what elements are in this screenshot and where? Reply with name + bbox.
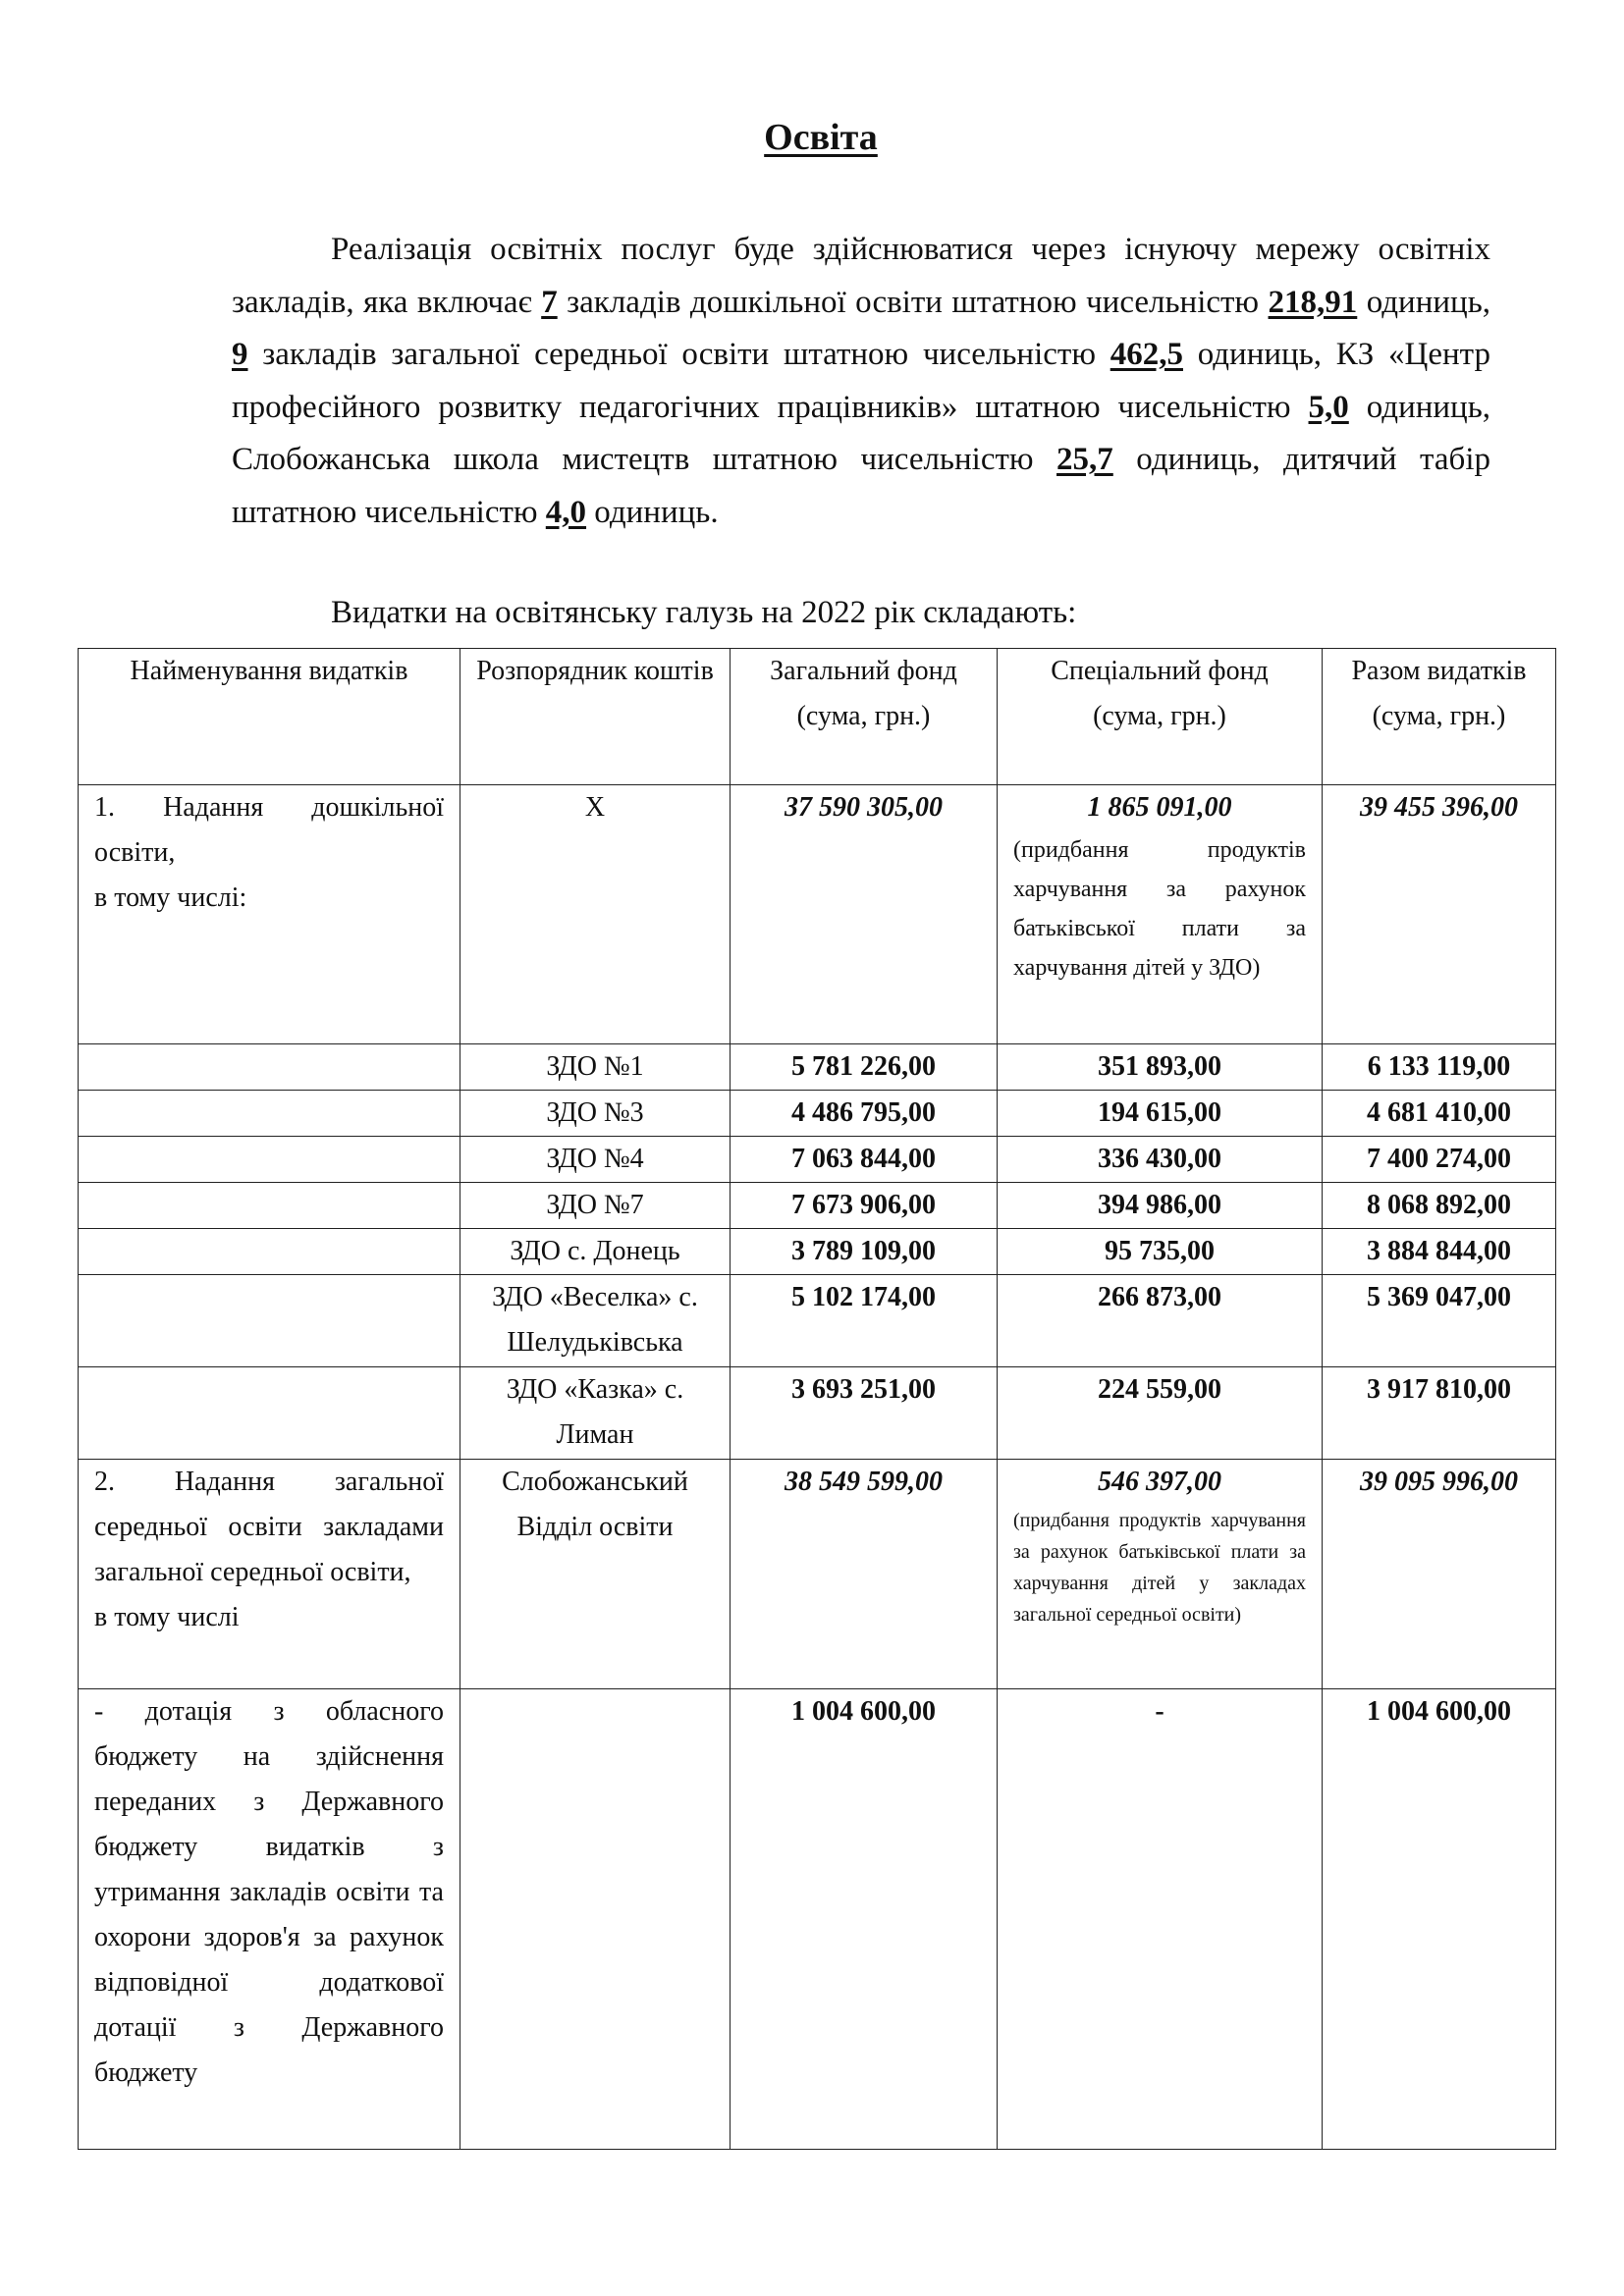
row-total: 8 068 892,00 <box>1323 1183 1556 1229</box>
table-row <box>79 1183 1556 1229</box>
row-general: 5 102 174,00 <box>731 1275 998 1367</box>
row-name <box>79 1091 460 1137</box>
header-total: Разом видатків (сума, грн.) <box>1323 649 1556 785</box>
row-general: 5 781 226,00 <box>731 1044 998 1091</box>
intro-number: 218,91 <box>1268 284 1358 320</box>
intro-text: Реалізація освітніх послуг буде здійснюватися через існуючу мережу освітніх закладів, яка включає <box>232 232 1490 320</box>
row-manager <box>460 1689 731 2150</box>
table-row <box>79 1137 1556 1183</box>
row-general: 1 004 600,00 <box>731 1689 998 2150</box>
intro-text: закладів дошкільної освіти штатною чисельністю <box>557 284 1269 320</box>
page-title: Освіта <box>764 117 878 158</box>
row-general: 37 590 305,00 <box>731 785 998 1044</box>
row-manager: ЗДО «Казка» с. Лиман <box>460 1367 731 1460</box>
row-special: - <box>998 1689 1323 2150</box>
row-name-suffix: в тому числі: <box>94 882 247 913</box>
intro-number: 7 <box>541 284 558 320</box>
header-name: Найменування видатків <box>79 649 460 785</box>
row-special-cell <box>998 785 1323 1044</box>
row-special: 95 735,00 <box>998 1229 1323 1275</box>
row-special: 266 873,00 <box>998 1275 1323 1367</box>
row-special: 546 397,00 <box>1098 1467 1221 1497</box>
row-name-cell <box>79 785 460 1044</box>
intro-paragraph <box>232 224 1490 539</box>
row-special-note: (придбання продуктів харчування за рахунок батьківської плати за харчування дітей у ЗДО) <box>1013 837 1306 981</box>
row-special: 224 559,00 <box>998 1367 1323 1460</box>
table-caption: Видатки на освітянську галузь на 2022 рік складають: <box>331 595 1077 630</box>
row-total: 1 004 600,00 <box>1323 1689 1556 2150</box>
row-manager: ЗДО №3 <box>460 1091 731 1137</box>
row-name <box>79 1367 460 1460</box>
table-row <box>79 1367 1556 1460</box>
row-total: 5 369 047,00 <box>1323 1275 1556 1367</box>
intro-text: закладів загальної середньої освіти штатною чисельністю <box>247 337 1110 372</box>
table-row <box>79 785 1556 1044</box>
intro-text: одиниць, КЗ «Центр професійного розвитку педагогічних працівників» штатною чисельністю <box>232 337 1490 425</box>
row-general: 4 486 795,00 <box>731 1091 998 1137</box>
row-name <box>79 1044 460 1091</box>
intro-number: 462,5 <box>1110 337 1183 372</box>
row-special: 1 865 091,00 <box>1087 792 1232 823</box>
row-manager: ЗДО №7 <box>460 1183 731 1229</box>
row-general: 3 693 251,00 <box>731 1367 998 1460</box>
row-general: 7 673 906,00 <box>731 1183 998 1229</box>
row-manager: ЗДО «Веселка» с. Шелудьківська <box>460 1275 731 1367</box>
intro-number: 5,0 <box>1308 389 1349 425</box>
row-total: 39 095 996,00 <box>1323 1460 1556 1689</box>
table-row <box>79 1460 1556 1689</box>
row-name: - дотація з обласного бюджету на здійснення переданих з Державного бюджету видатків з утримання закладів освіти та охорони здоров'я за рахунок відповідної додаткової дотації з Державного бюджету <box>79 1689 460 2150</box>
intro-number: 25,7 <box>1056 442 1113 477</box>
row-special: 351 893,00 <box>998 1044 1323 1091</box>
table-row <box>79 1044 1556 1091</box>
row-manager: ЗДО №1 <box>460 1044 731 1091</box>
row-name <box>79 1229 460 1275</box>
header-manager: Розпорядник коштів <box>460 649 731 785</box>
table-row <box>79 1689 1556 2150</box>
row-total: 7 400 274,00 <box>1323 1137 1556 1183</box>
row-special-note: (придбання продуктів харчування за рахунок батьківської плати за харчування дітей у закладах загальної середньої освіти) <box>1013 1510 1306 1626</box>
intro-number: 4,0 <box>545 494 587 530</box>
row-name: 2. Надання загальної середньої освіти закладами загальної середньої освіти, <box>94 1467 444 1587</box>
table-row <box>79 1275 1556 1367</box>
row-special: 394 986,00 <box>998 1183 1323 1229</box>
row-total: 39 455 396,00 <box>1323 785 1556 1044</box>
header-special-fund: Спеціальний фонд (сума, грн.) <box>998 649 1323 785</box>
row-manager: Х <box>460 785 731 1044</box>
header-general-fund: Загальний фонд (сума, грн.) <box>731 649 998 785</box>
row-special: 336 430,00 <box>998 1137 1323 1183</box>
table-header-row <box>79 649 1556 785</box>
row-name <box>79 1137 460 1183</box>
row-name-cell <box>79 1460 460 1689</box>
row-name: 1. Надання дошкільної освіти, <box>94 792 444 868</box>
row-general: 38 549 599,00 <box>731 1460 998 1689</box>
row-general: 3 789 109,00 <box>731 1229 998 1275</box>
row-manager: ЗДО №4 <box>460 1137 731 1183</box>
row-manager: Слобожанський Відділ освіти <box>460 1460 731 1689</box>
expenses-table <box>78 648 1556 2150</box>
intro-text: одиниць, <box>1357 284 1491 320</box>
row-name <box>79 1183 460 1229</box>
intro-number: 9 <box>232 337 248 372</box>
row-general: 7 063 844,00 <box>731 1137 998 1183</box>
row-total: 3 884 844,00 <box>1323 1229 1556 1275</box>
table-row <box>79 1091 1556 1137</box>
row-total: 6 133 119,00 <box>1323 1044 1556 1091</box>
row-name <box>79 1275 460 1367</box>
table-row <box>79 1229 1556 1275</box>
intro-text: одиниць, дитячий табір штатною чисельністю <box>232 442 1490 530</box>
intro-text: одиниць. <box>586 494 719 530</box>
row-special: 194 615,00 <box>998 1091 1323 1137</box>
row-total: 3 917 810,00 <box>1323 1367 1556 1460</box>
row-name-suffix: в тому числі <box>94 1602 240 1632</box>
intro-text: одиниць, Слобожанська школа мистецтв штатною чисельністю <box>232 389 1491 477</box>
row-total: 4 681 410,00 <box>1323 1091 1556 1137</box>
row-manager: ЗДО с. Донець <box>460 1229 731 1275</box>
row-special-cell <box>998 1460 1323 1689</box>
